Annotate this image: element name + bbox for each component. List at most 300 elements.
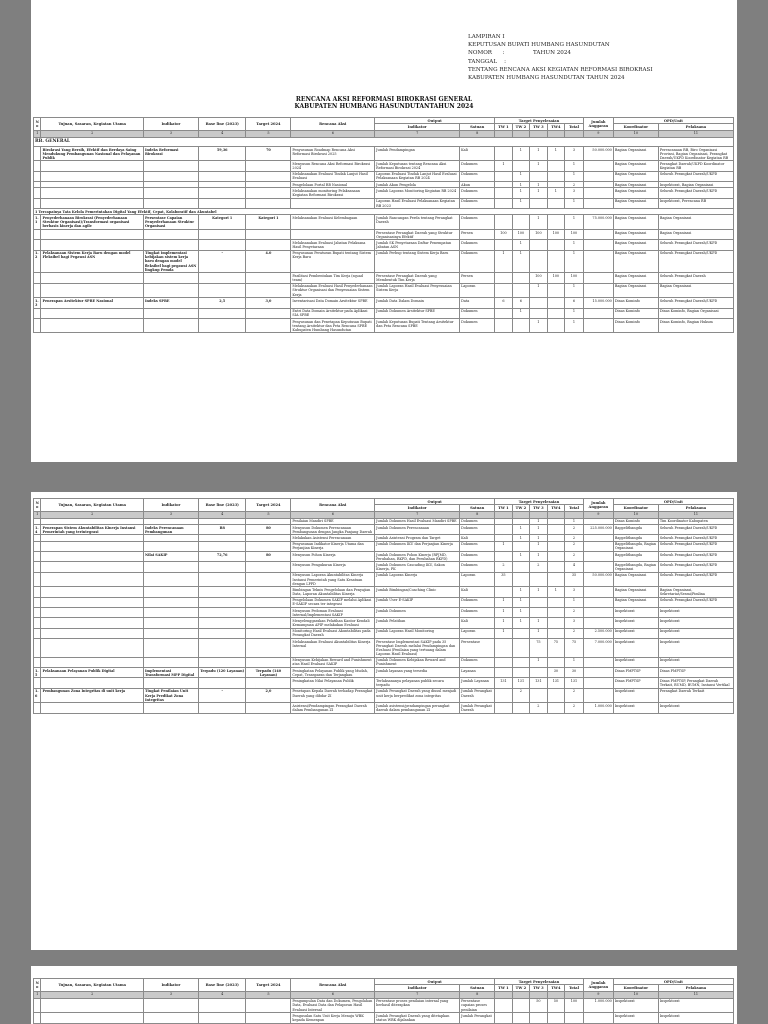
base-line-cell (198, 639, 245, 658)
tw3-cell (530, 298, 547, 308)
rencana-aksi-cell: Menyusun Pedoman Evaluasi Internal/Implementasi SAKIP (291, 608, 375, 618)
indikator-cell (143, 572, 198, 586)
row-number: 1.2 (34, 250, 41, 273)
pelaksana-cell: Bagian Organisasi (658, 229, 733, 239)
row-number (34, 198, 41, 208)
col-header-output: Output (375, 499, 495, 505)
table-row (34, 525, 734, 535)
target-cell (246, 597, 291, 607)
rencana-aksi-cell: Entri Data Domain Arsitektur pada Aplikasi SIA SPBE (291, 308, 375, 318)
tw1-cell (495, 215, 512, 229)
row-number (34, 639, 41, 658)
anggaran-cell (583, 161, 613, 171)
rencana-aksi-cell: Pengelolaan Portal RB Nasional (291, 182, 375, 188)
satuan-cell: Kali (460, 146, 495, 160)
tw1-cell (495, 308, 512, 318)
tw3-cell: 1 (530, 535, 547, 541)
indikator-cell (143, 608, 198, 618)
koordinator-cell: Bappelitbangda (613, 552, 658, 562)
col-header-koordinator: Koordinator (613, 505, 658, 511)
tw3-cell: 100 (530, 229, 547, 239)
col-header-koordinator: Koordinator (613, 985, 658, 991)
koordinator-cell: Bagian Organisasi (613, 161, 658, 171)
table-row (34, 552, 734, 562)
anggaran-cell (583, 283, 613, 297)
col-header-tw4: TW4 (547, 124, 564, 130)
tw2-cell: 1 (512, 182, 529, 188)
tw4-cell: 131 (547, 678, 564, 688)
row-number (34, 161, 41, 171)
satuan-cell: Persentase capaian proses penilaian (460, 998, 495, 1012)
row-number: 1.4 (34, 525, 41, 535)
col-header-tw2: TW 2 (512, 505, 529, 511)
col-header-base-line: Base line (2023) (198, 979, 245, 992)
koordinator-cell: Inspektorat (613, 703, 658, 713)
anggaran-cell (583, 587, 613, 597)
total-cell: 2 (565, 552, 584, 562)
rencana-aksi-cell: Menyusun Pengukuran Kinerja (291, 562, 375, 572)
total-cell: 1 (565, 318, 584, 332)
header-line: KEPUTUSAN BUPATI HUMBANG HASUNDUTAN (468, 42, 610, 49)
pelaksana-cell: Dinas PMPTSP, Perangkat Daerah Terkait, BUMD, BUMN, Instansi Vertikal (658, 678, 733, 688)
pelaksana-cell: Perencanaan RB, Biro Organisasi Provinsi, Bagian Organisasi, Perangkat Daerah/UKPD Koordinator Kegiatan RB (658, 146, 733, 160)
total-cell: 3 (565, 618, 584, 628)
tw4-cell (547, 572, 564, 586)
total-cell: 2 (565, 608, 584, 618)
satuan-cell: Dokumen (460, 250, 495, 273)
row-number (34, 562, 41, 572)
tw4-cell (547, 688, 564, 702)
table-row (34, 198, 734, 208)
koordinator-cell: Bagian Organisasi (613, 587, 658, 597)
tw1-cell: 1 (495, 161, 512, 171)
base-line-cell: - (198, 250, 245, 273)
rencana-aksi-cell: Melaksanakan Evaluasi Hasil Penyederhanaan Struktur Organisasi dan Penyesuaian Sistem Kerja (291, 283, 375, 297)
table-row (34, 562, 734, 572)
koordinator-cell: Inspektorat (613, 1013, 658, 1023)
row-number (34, 171, 41, 181)
pelaksana-cell: Seluruh Perangkat Daerah/UKPD (658, 552, 733, 562)
tw1-cell (495, 703, 512, 713)
column-number: 4 (198, 511, 245, 518)
tw2-cell: 1 (512, 618, 529, 628)
column-number (565, 991, 584, 998)
pelaksana-cell: Bagian Organisasi (658, 283, 733, 297)
tujuan-cell (41, 161, 143, 171)
tw2-cell (512, 572, 529, 586)
target-cell: 70 (246, 146, 291, 160)
tujuan-cell (41, 639, 143, 658)
total-cell: 1 (565, 198, 584, 208)
header-line: LAMPIRAN I (468, 34, 505, 40)
col-header-out-indikator: Indikator (375, 985, 460, 991)
satuan-cell: Dokumen (460, 608, 495, 618)
anggaran-cell (583, 1013, 613, 1023)
tw2-cell: 1 (512, 552, 529, 562)
anggaran-cell (583, 240, 613, 250)
output-indikator-cell: Jumlah Dokumen Arsitektur SPBE (375, 308, 460, 318)
tw4-cell (547, 215, 564, 229)
base-line-cell (198, 628, 245, 638)
total-cell: 2 (565, 182, 584, 188)
koordinator-cell: Inspektorat (613, 639, 658, 658)
decree-header (468, 33, 653, 82)
header-line: TENTANG RENCANA AKSI KEGIATAN REFORMASI BIROKRASI (468, 66, 653, 73)
tujuan-cell (41, 1013, 143, 1023)
target-cell (246, 562, 291, 572)
pelaksana-cell: Perangkat Daerah Terkait (658, 688, 733, 702)
pelaksana-cell: Seluruh Perangkat Daerah/UKPD (658, 562, 733, 572)
rencana-aksi-cell (291, 229, 375, 239)
output-indikator-cell: Jumlah User E-SAKIP (375, 597, 460, 607)
table-row (34, 587, 734, 597)
output-indikator-cell: Jumlah Keputusan tentang Rencana Aksi Reformasi Birokrasi 2024 (375, 161, 460, 171)
base-line-cell (198, 541, 245, 551)
target-cell (246, 318, 291, 332)
column-number (547, 130, 564, 137)
tw4-cell (547, 628, 564, 638)
satuan-cell: Jumlah Perangkat Daerah (460, 688, 495, 702)
anggaran-cell (583, 668, 613, 678)
row-number (34, 998, 41, 1012)
rencana-aksi-cell: Asistensi/Pendampingan Perangkat Daerah dalam Pembangunan ZI (291, 703, 375, 713)
tw1-cell (495, 639, 512, 658)
tw3-cell: 2 (530, 562, 547, 572)
header-line: TANGGAL : (468, 58, 507, 65)
tw3-cell: 1 (530, 525, 547, 535)
rencana-aksi-cell: Pengumpulan Data dan Dokumen, Pengolahan Data, Evaluasi Data dan Pelaporan Hasil Evaluasi Internal (291, 998, 375, 1012)
indikator-cell: Indeks Reformasi Birokrasi (143, 146, 198, 160)
tw1-cell: 1 (495, 541, 512, 551)
row-number (34, 308, 41, 318)
rencana-aksi-cell: Menyelenggarakan Pelatihan Kantor Kendali Kemampuan APIP melakukan Evaluasi (291, 618, 375, 628)
rencana-aksi-cell: Peningkatan Pelayanan Publik yang Mudah, Cepat, Transparan dan Terjangkau (291, 668, 375, 678)
col-header-rencana-aksi: Rencana Aksi (291, 979, 375, 992)
satuan-cell: Kali (460, 618, 495, 628)
column-number: 10 (613, 511, 658, 518)
column-number: 2 (41, 511, 143, 518)
column-number: 11 (658, 991, 733, 998)
tujuan-cell (41, 998, 143, 1012)
rencana-aksi-cell: Melaksanakan Evaluasi Tindak Lanjut Hasil Evaluasi (291, 171, 375, 181)
koordinator-cell: Dinas Kominfo (613, 318, 658, 332)
tujuan-cell (41, 541, 143, 551)
tw1-cell (495, 240, 512, 250)
target-cell (246, 587, 291, 597)
target-cell (246, 657, 291, 667)
output-indikator-cell: Jumlah Perangkat Daerah yang ditetapkan status WBK dijalankan (375, 1013, 460, 1023)
tw1-cell (495, 587, 512, 597)
tw2-cell (512, 283, 529, 297)
target-cell (246, 171, 291, 181)
tw2-cell (512, 703, 529, 713)
row-number (34, 541, 41, 551)
col-header-tujuan: Tujuan, Sasaran, Kegiatan Utama (41, 499, 143, 512)
row-number (34, 628, 41, 638)
base-line-cell: Terpadu (120 Layanan) (198, 668, 245, 678)
output-indikator-cell: Persentase Perangkat Daerah yang Struktur Organisasinya Efektif (375, 229, 460, 239)
table-row (34, 703, 734, 713)
indikator-cell (143, 587, 198, 597)
pelaksana-cell: Tim Koordinator Kabupaten (658, 518, 733, 524)
target-cell: 2,0 (246, 688, 291, 702)
indikator-cell (143, 198, 198, 208)
tw1-cell: 6 (495, 298, 512, 308)
table-row (34, 541, 734, 551)
tw1-cell (495, 283, 512, 297)
tw2-cell: 100 (512, 229, 529, 239)
tw3-cell: 131 (530, 678, 547, 688)
indikator-cell: Indeks SPBE (143, 298, 198, 308)
total-cell: 100 (565, 998, 584, 1012)
pelaksana-cell: Seluruh Perangkat Daerah (658, 273, 733, 283)
tw2-cell: 2 (512, 688, 529, 702)
tujuan-cell: Penyederhanaan Birokrasi (Penyederhanaan Struktur Organisasi)/Transformasi organisasi berbasis kinerja dan agile (41, 215, 143, 229)
koordinator-cell: Bappelitbangda (613, 535, 658, 541)
indikator-cell (143, 998, 198, 1012)
col-header-pelaksana: Pelaksana (658, 505, 733, 511)
tw3-cell: 1 (530, 587, 547, 597)
tujuan-cell (41, 608, 143, 618)
tw2-cell: 1 (512, 198, 529, 208)
koordinator-cell: Dinas PMPTSP (613, 678, 658, 688)
output-indikator-cell: Jumlah Dokumen Pohon Kinerja (RPJMD, Perubahan, RKPD, dan Perubahan RKPD) (375, 552, 460, 562)
koordinator-cell: Dinas Kominfo (613, 518, 658, 524)
col-header-tw2: TW 2 (512, 124, 529, 130)
tw3-cell (530, 240, 547, 250)
tw2-cell: 1 (512, 587, 529, 597)
rencana-aksi-cell: Menyusun Laporan Akuntabilitas Kinerja Instansi Pemerintah yang Satu Kesatuan dengan LPPD (291, 572, 375, 586)
output-indikator-cell: Jumlah Rancangan Perda tentang Perangkat Daerah (375, 215, 460, 229)
output-indikator-cell: Persentase Perangkat Daerah yang Membentuk Tim Kerja (375, 273, 460, 283)
total-cell: 100 (565, 229, 584, 239)
tw1-cell: 131 (495, 678, 512, 688)
output-indikator-cell: Persentase proses penilaian internal yang berhasil diterapkan (375, 998, 460, 1012)
column-number: 4 (198, 991, 245, 998)
rencana-aksi-cell: Penetapan Kepala Daerah terhadap Perangkat Daerah yang dibdar ZI (291, 688, 375, 702)
tw1-cell (495, 188, 512, 198)
row-number: 1.3 (34, 298, 41, 308)
row-number (34, 608, 41, 618)
satuan-cell: Dokumen (460, 562, 495, 572)
satuan-cell: Layanan (460, 668, 495, 678)
col-header-anggaran: Jumlah Anggaran (583, 499, 613, 512)
action-plan-table (33, 498, 734, 714)
output-indikator-cell: Jumlah Laporan Hasil Monitoring (375, 628, 460, 638)
target-cell (246, 229, 291, 239)
base-line-cell (198, 229, 245, 239)
target-cell (246, 639, 291, 658)
table-row (34, 618, 734, 628)
col-header-tw4: TW4 (547, 505, 564, 511)
output-indikator-cell: Jumlah Dokumen (375, 608, 460, 618)
indikator-cell (143, 1013, 198, 1023)
tw2-cell (512, 562, 529, 572)
target-cell: Kategori 1 (246, 215, 291, 229)
base-line-cell (198, 678, 245, 688)
tw2-cell: 1 (512, 188, 529, 198)
pelaksana-cell: Seluruh Perangkat Daerah/UKPD (658, 572, 733, 586)
base-line-cell: 59,36 (198, 146, 245, 160)
koordinator-cell: Bagian Organisasi (613, 572, 658, 586)
tujuan-cell (41, 198, 143, 208)
tw4-cell (547, 608, 564, 618)
rencana-aksi-cell: Penilaian Mandiri SPBE (291, 518, 375, 524)
row-number (34, 1013, 41, 1023)
tw2-cell (512, 628, 529, 638)
total-cell: 1 (565, 240, 584, 250)
tw1-cell: 1 (495, 250, 512, 273)
column-number (512, 991, 529, 998)
pelaksana-cell: Inspektorat (658, 618, 733, 628)
pelaksana-cell: Seluruh Perangkat Daerah/UKPD (658, 188, 733, 198)
column-number (547, 991, 564, 998)
col-header-tw2: TW 2 (512, 985, 529, 991)
total-cell: 131 (565, 678, 584, 688)
pelaksana-cell: Bagian Organisasi, Sekretariat/Sesmi/Pimlina (658, 587, 733, 597)
tw3-cell: 1 (530, 628, 547, 638)
anggaran-cell (583, 562, 613, 572)
col-header-target: Target 2024 (246, 118, 291, 131)
tw2-cell (512, 215, 529, 229)
anggaran-cell: 50.000.000 (583, 146, 613, 160)
indikator-cell (143, 171, 198, 181)
indikator-cell (143, 639, 198, 658)
base-line-cell (198, 273, 245, 283)
tw1-cell (495, 171, 512, 181)
col-header-indikator: Indikator (143, 118, 198, 131)
anggaran-cell: 1.000.000 (583, 998, 613, 1012)
row-number (34, 703, 41, 713)
anggaran-cell: 50.000.000 (583, 572, 613, 586)
total-cell: 2 (565, 535, 584, 541)
anggaran-cell: 75.000.000 (583, 215, 613, 229)
anggaran-cell (583, 657, 613, 667)
col-header-tw1: TW 1 (495, 985, 512, 991)
target-cell (246, 703, 291, 713)
rencana-aksi-cell: Pengelolaan Dokumen SAKIP melalui Aplikasi E-SAKIP secara ter integrasi (291, 597, 375, 607)
base-line-cell (198, 188, 245, 198)
table-row (34, 240, 734, 250)
tw1-cell: 1 (495, 608, 512, 618)
pelaksana-cell: Inspektorat, Perencana RB (658, 198, 733, 208)
satuan-cell: Jumlah Layanan (460, 678, 495, 688)
tw3-cell: 75 (530, 639, 547, 658)
row-number (34, 318, 41, 332)
tw4-cell (547, 618, 564, 628)
column-number: 1 (34, 991, 41, 998)
total-cell: 35 (565, 572, 584, 586)
col-header-pelaksana: Pelaksana (658, 124, 733, 130)
output-indikator-cell: Laporan Evaluasi Tindak Lanjut Hasil Evaluasi Pelaksanaan Kegiatan RB 2024 (375, 171, 460, 181)
indikator-cell (143, 161, 198, 171)
column-number (495, 991, 512, 998)
column-number (512, 511, 529, 518)
document-page-3 (31, 966, 737, 1024)
rencana-aksi-cell (291, 198, 375, 208)
satuan-cell: Kali (460, 535, 495, 541)
anggaran-cell (583, 308, 613, 318)
koordinator-cell: Bagian Organisasi (613, 198, 658, 208)
tw1-cell: 100 (495, 229, 512, 239)
column-number: 9 (583, 130, 613, 137)
output-indikator-cell: Jumlah Dokumen Perencanaan (375, 525, 460, 535)
table-row (34, 1013, 734, 1023)
pelaksana-cell: Bagian Organisasi (658, 215, 733, 229)
table-row (34, 318, 734, 332)
col-header-tw3: TW 3 (530, 505, 547, 511)
anggaran-cell (583, 678, 613, 688)
col-header-tw1: TW 1 (495, 505, 512, 511)
tw2-cell: 6 (512, 298, 529, 308)
koordinator-cell: Dinas Kominfo (613, 308, 658, 318)
rencana-aksi-cell: Penyusunan Peraturan Bupati tentang Sistem Kerja Baru (291, 250, 375, 273)
column-number (547, 511, 564, 518)
rencana-aksi-cell: Inventarisasi Data Domain Arsitektur SPBE (291, 298, 375, 308)
output-indikator-cell: Jumlah SK Penyetaraan Daftar Penempatan Jabatan ASN (375, 240, 460, 250)
pelaksana-cell: Seluruh Perangkat Daerah/UKPD (658, 535, 733, 541)
target-cell (246, 541, 291, 551)
satuan-cell: Kali (460, 587, 495, 597)
base-line-cell: Kategori 1 (198, 215, 245, 229)
tw3-cell: 1 (530, 657, 547, 667)
tw1-cell (495, 998, 512, 1012)
tw1-cell (495, 552, 512, 562)
target-cell: 3,0 (246, 298, 291, 308)
document-subtitle: KABUPATEN HUMBANG HASUNDUTANTAHUN 2024 (294, 103, 474, 110)
base-line-cell (198, 198, 245, 208)
row-number (34, 146, 41, 160)
satuan-cell: Dokumen (460, 518, 495, 524)
column-number: 1 (34, 511, 41, 518)
anggaran-cell (583, 618, 613, 628)
tw4-cell: 100 (547, 229, 564, 239)
satuan-cell: Dokumen (460, 597, 495, 607)
column-number (530, 130, 547, 137)
table-row (34, 998, 734, 1012)
rencana-aksi-cell: Monitoring Hasil Evaluasi Akuntabilitas pada Perangkat Daerah (291, 628, 375, 638)
pelaksana-cell: Seluruh Perangkat Daerah/UKPD (658, 298, 733, 308)
output-indikator-cell: Jumlah Laporan Monitoring Kegiatan RB 2024 (375, 188, 460, 198)
base-line-cell (198, 657, 245, 667)
indikator-cell (143, 308, 198, 318)
rencana-aksi-cell: Menyusun Rencana Aksi Reformasi Birokrasi 2024 (291, 161, 375, 171)
anggaran-cell: 1.000.000 (583, 703, 613, 713)
row-number (34, 283, 41, 297)
output-indikator-cell: Jumlah Dokumen Kebijakan Reward and Punishment (375, 657, 460, 667)
satuan-cell: Laporan (460, 283, 495, 297)
tw2-cell (512, 541, 529, 551)
tw3-cell (530, 308, 547, 318)
table-row (34, 308, 734, 318)
tw4-cell (547, 240, 564, 250)
base-line-cell: B8 (198, 525, 245, 535)
col-header-out-indikator: Indikator (375, 124, 460, 130)
table-row (34, 688, 734, 702)
row-number (34, 678, 41, 688)
tujuan-cell: Pembangunan Zona Integritas di unit kerja (41, 688, 143, 702)
total-cell: 2 (565, 541, 584, 551)
koordinator-cell: Bagian Organisasi (613, 146, 658, 160)
col-header-output: Output (375, 118, 495, 124)
col-header-satuan: Satuan (460, 505, 495, 511)
column-number: 8 (460, 511, 495, 518)
anggaran-cell (583, 171, 613, 181)
column-number: 5 (246, 511, 291, 518)
tujuan-cell (41, 597, 143, 607)
rencana-aksi-cell: Penyusunan Roadmap Rencana Aksi Reformasi Birokrasi 2025 (291, 146, 375, 160)
tw3-cell: 50 (530, 998, 547, 1012)
